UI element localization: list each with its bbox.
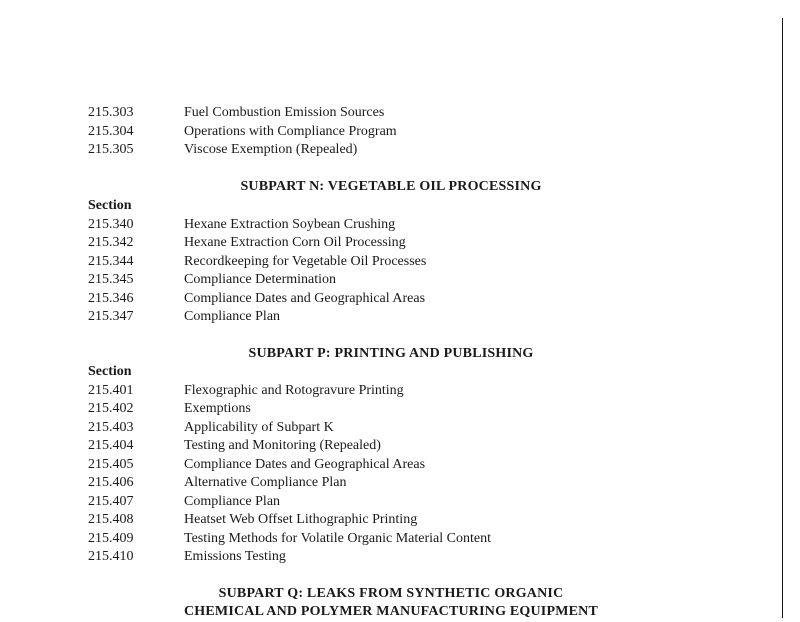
section-number: 215.406: [88, 475, 134, 490]
subpart-q-heading-line2: CHEMICAL AND POLYMER MANUFACTURING EQUIPMENT: [183, 604, 599, 619]
subpart-q-heading-line1: SUBPART Q: LEAKS FROM SYNTHETIC ORGANIC: [218, 586, 564, 601]
section-title: Testing and Monitoring (Repealed): [184, 438, 381, 453]
subpart-n-heading: SUBPART N: VEGETABLE OIL PROCESSING: [240, 179, 542, 194]
section-row: [0, 104, 782, 123]
section-number: 215.304: [88, 123, 134, 139]
section-column-label: Section: [88, 198, 132, 213]
section-row: [0, 493, 782, 512]
subpart-p-section-list: [0, 363, 782, 567]
section-row: [0, 511, 782, 530]
section-title: Hexane Extraction Soybean Crushing: [184, 216, 396, 232]
section-row: [0, 216, 782, 235]
section-number: 215.344: [88, 253, 134, 269]
section-row: [0, 474, 782, 493]
section-row: [0, 141, 782, 160]
section-row: [0, 308, 782, 327]
section-title: Compliance Dates and Geographical Areas: [184, 456, 426, 472]
section-number: 215.342: [88, 235, 134, 250]
section-number: 215.345: [88, 272, 134, 287]
section-title: Recordkeeping for Vegetable Oil Processes: [184, 253, 427, 269]
section-row: [0, 290, 782, 309]
section-row: [0, 234, 782, 253]
section-title: Alternative Compliance Plan: [184, 475, 347, 490]
section-row: [0, 123, 782, 142]
section-row: [0, 437, 782, 456]
section-title: Operations with Compliance Program: [184, 123, 397, 139]
section-row: [0, 253, 782, 272]
section-title: Testing Methods for Volatile Organic Material Content: [184, 530, 491, 546]
section-row: [0, 530, 782, 549]
section-label-row: [0, 363, 782, 382]
section-row: [0, 456, 782, 475]
section-number: 215.346: [88, 290, 134, 306]
section-number: 215.340: [88, 216, 134, 232]
section-row: [0, 400, 782, 419]
section-title: Viscose Exemption (Repealed): [184, 142, 358, 157]
subpart-n-section-list: [0, 197, 782, 327]
section-title: Compliance Plan: [184, 493, 281, 509]
section-number: 215.305: [88, 142, 134, 157]
section-title: Compliance Determination: [184, 272, 337, 287]
section-number: 215.401: [88, 382, 134, 398]
section-row: [0, 271, 782, 290]
section-title: Fuel Combustion Emission Sources: [184, 105, 385, 120]
section-title: Emissions Testing: [184, 549, 286, 564]
section-title: Hexane Extraction Corn Oil Processing: [184, 235, 406, 250]
page-border-line: [782, 18, 783, 618]
section-title: Exemptions: [184, 401, 251, 416]
section-number: 215.409: [88, 530, 134, 546]
section-number: 215.403: [88, 419, 134, 435]
section-column-label: Section: [88, 364, 132, 379]
section-label-row: [0, 197, 782, 216]
section-title: Flexographic and Rotogravure Printing: [184, 382, 404, 398]
section-row: [0, 419, 782, 438]
section-number: 215.408: [88, 512, 134, 527]
section-number: 215.410: [88, 549, 134, 564]
section-title: Applicability of Subpart K: [184, 419, 334, 435]
section-number: 215.405: [88, 456, 134, 472]
section-title: Compliance Plan: [184, 309, 281, 324]
continuation-section-list: [0, 104, 782, 160]
section-row: [0, 548, 782, 567]
section-number: 215.347: [88, 309, 134, 324]
section-row: [0, 382, 782, 401]
section-number: 215.402: [88, 401, 134, 416]
section-title: Heatset Web Offset Lithographic Printing: [184, 512, 418, 527]
section-number: 215.303: [88, 105, 134, 120]
section-number: 215.404: [88, 438, 134, 453]
subpart-p-heading: SUBPART P: PRINTING AND PUBLISHING: [248, 346, 534, 361]
section-title: Compliance Dates and Geographical Areas: [184, 290, 426, 306]
section-number: 215.407: [88, 493, 134, 509]
